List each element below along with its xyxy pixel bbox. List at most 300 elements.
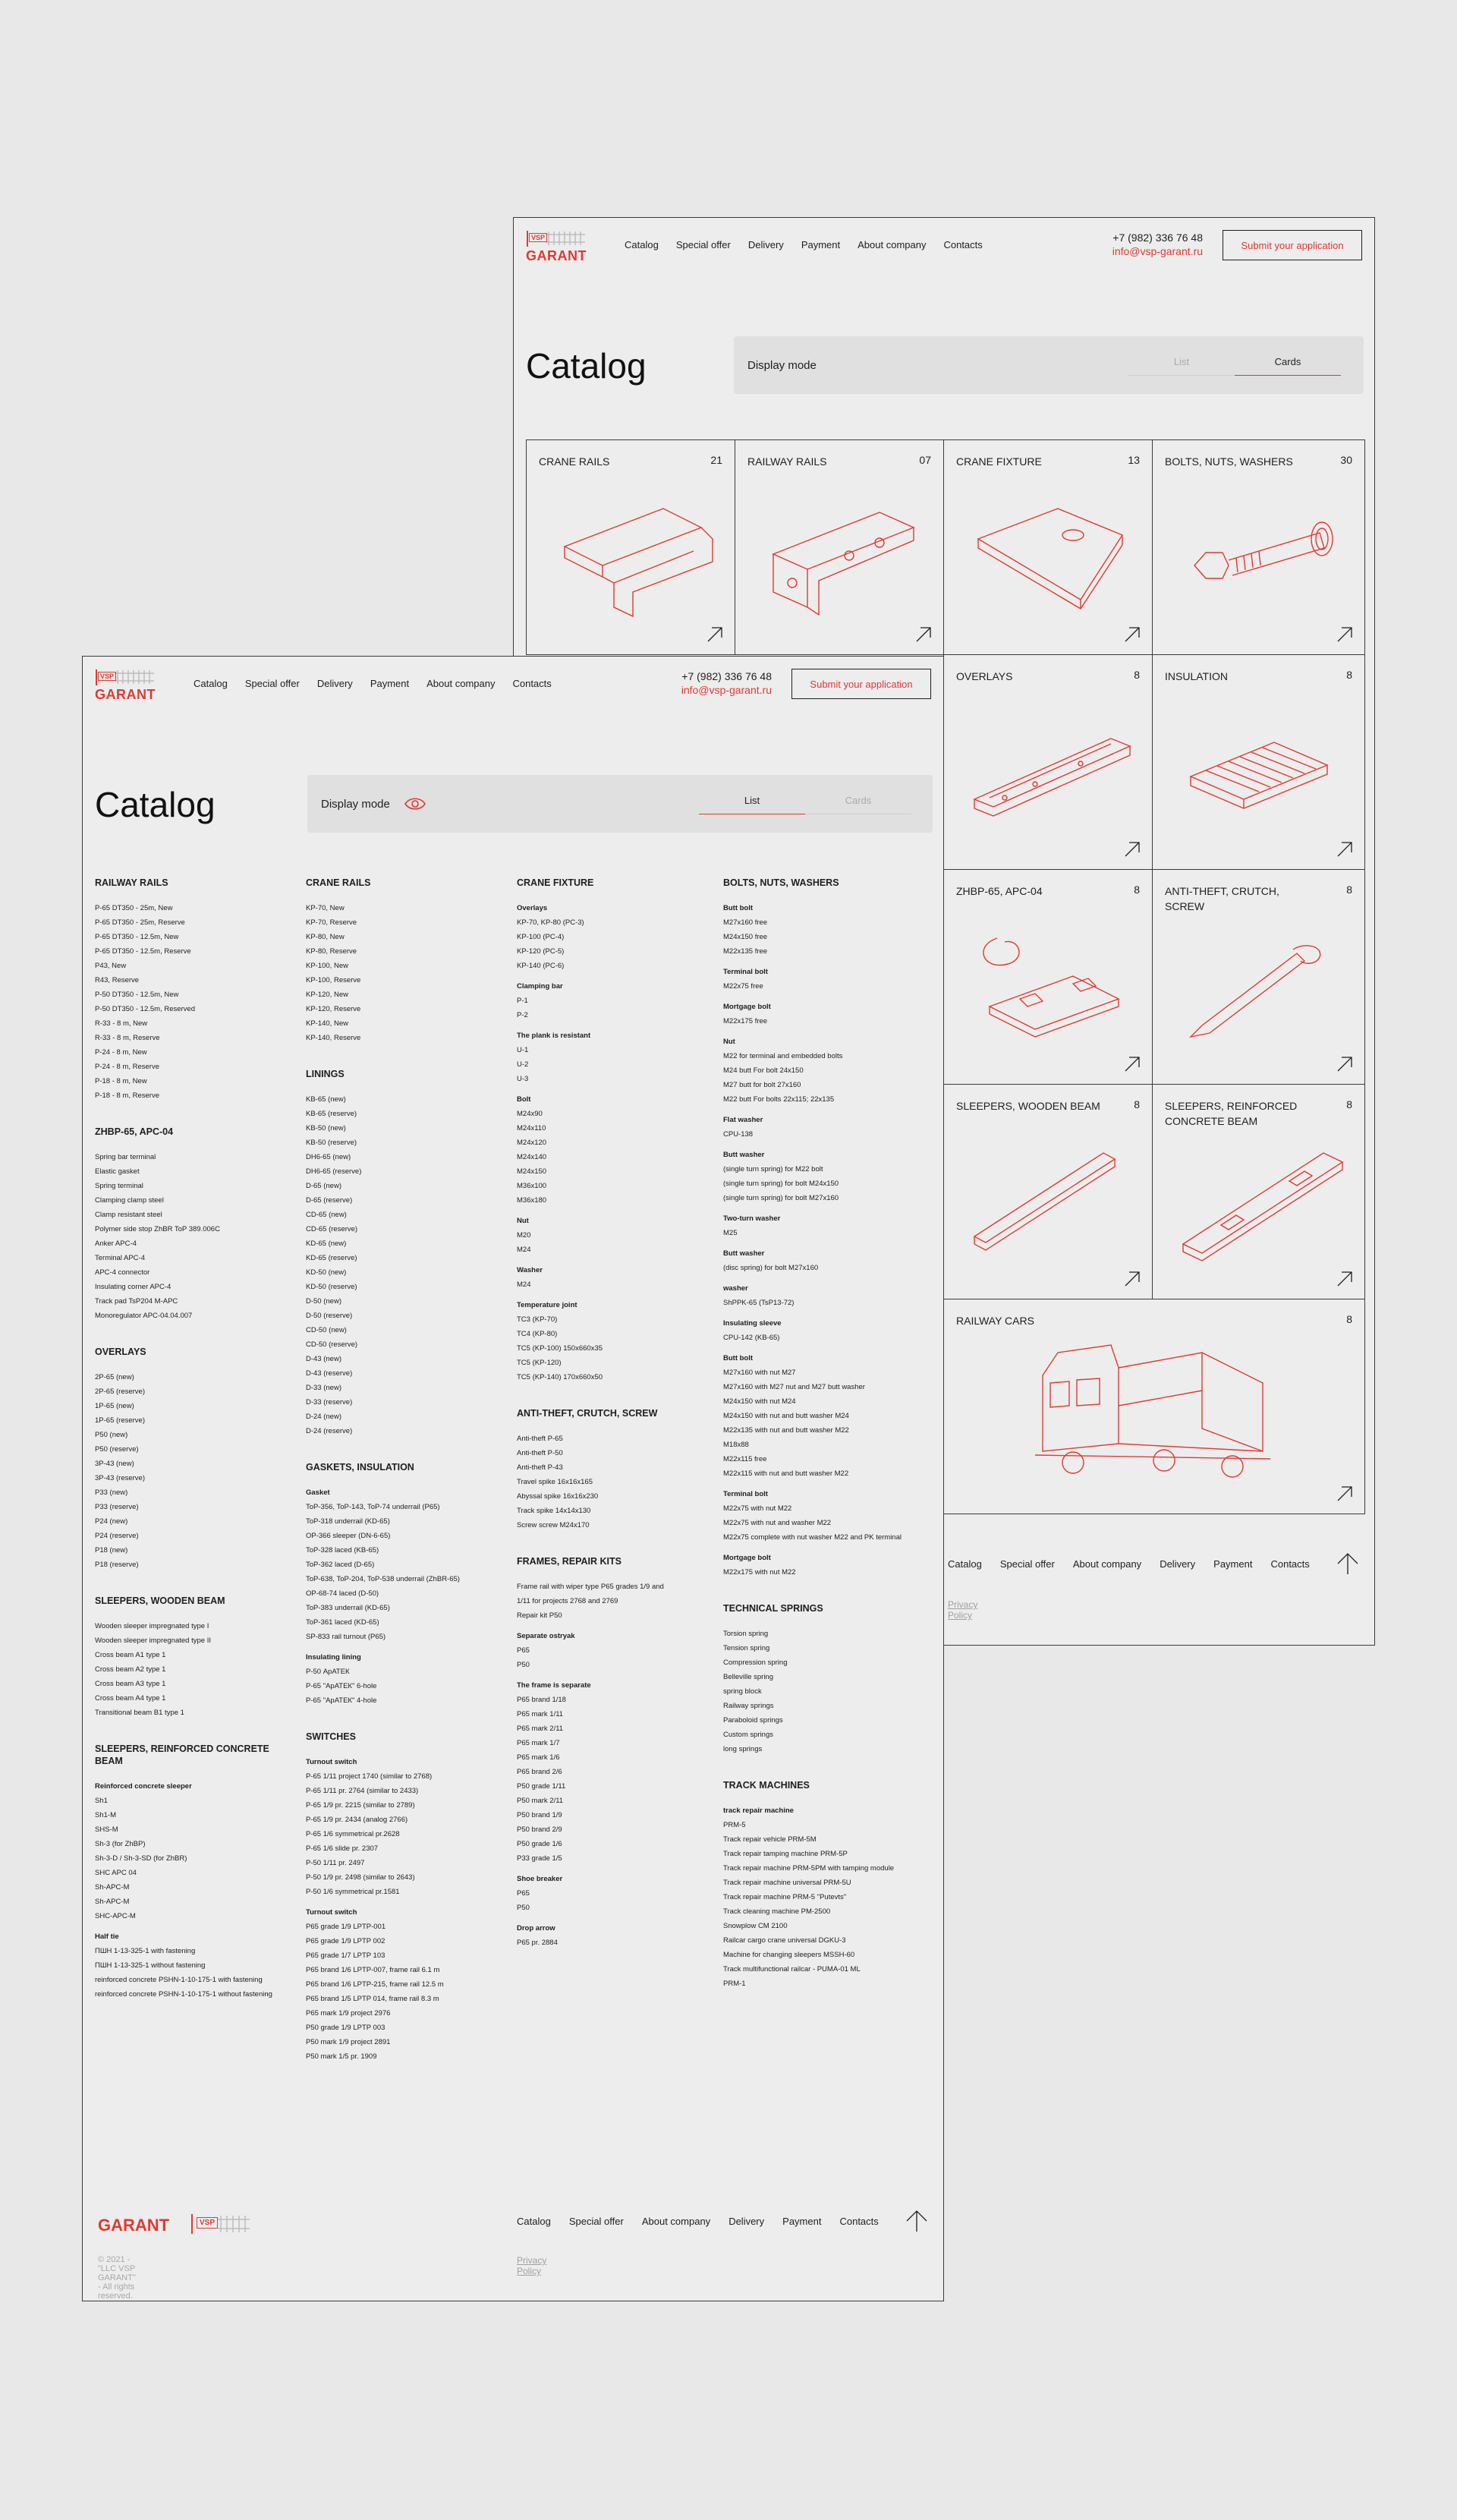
list-item[interactable]: P-65 1/9 pr. 2434 (analog 2766) — [306, 1816, 408, 1824]
list-item[interactable]: ShPPK-65 (TsP13-72) — [723, 1299, 795, 1307]
list-item[interactable]: P-50 1/11 pr. 2497 — [306, 1859, 365, 1867]
list-item[interactable]: P18 (new) — [95, 1546, 128, 1555]
list-item[interactable]: spring block — [723, 1687, 762, 1696]
list-item[interactable]: DH6-65 (reserve) — [306, 1167, 362, 1176]
phone-link[interactable]: +7 (982) 336 76 48 — [681, 670, 772, 682]
list-item[interactable]: P50 (new) — [95, 1431, 128, 1439]
list-item[interactable]: P-2 — [517, 1011, 528, 1019]
list-item[interactable]: Cross beam A3 type 1 — [95, 1680, 166, 1688]
list-item[interactable]: M22x135 free — [723, 947, 768, 956]
list-item[interactable]: P-50 1/6 symmetrical pr.1581 — [306, 1888, 400, 1896]
list-item[interactable]: R43, Reserve — [95, 976, 140, 984]
list-item[interactable]: D-65 (new) — [306, 1182, 341, 1190]
list-item[interactable]: D-33 (new) — [306, 1384, 341, 1392]
list-item[interactable]: M22x115 free — [723, 1455, 767, 1463]
email-link[interactable]: info@vsp-garant.ru — [681, 684, 772, 696]
list-item[interactable]: Sh1 — [95, 1797, 108, 1805]
list-item[interactable]: P65 brand 1/5 LPTP 014, frame rail 8.3 m — [306, 1995, 439, 2003]
list-item[interactable]: P24 (reserve) — [95, 1532, 139, 1540]
section-heading[interactable]: SLEEPERS, REINFORCED CONCRETE BEAM — [95, 1744, 269, 1766]
list-item[interactable]: D-50 (new) — [306, 1297, 341, 1306]
tab-list[interactable]: List — [699, 795, 805, 814]
list-item[interactable]: CD-50 (new) — [306, 1326, 347, 1334]
list-item[interactable]: Machine for changing sleepers MSSH-60 — [723, 1951, 855, 1959]
list-item[interactable]: SP-833 rail turnout (P65) — [306, 1633, 386, 1641]
arrow-up-icon[interactable] — [905, 2210, 928, 2232]
privacy-policy-link[interactable]: Privacy Policy — [517, 2255, 547, 2276]
list-item[interactable]: KD-65 (reserve) — [306, 1254, 357, 1262]
list-item[interactable]: D-33 (reserve) — [306, 1398, 353, 1406]
list-item[interactable]: R-33 - 8 m, New — [95, 1019, 148, 1028]
list-item[interactable]: KB-65 (reserve) — [306, 1110, 357, 1118]
list-item[interactable]: ToP-318 underrail (KD-65) — [306, 1517, 390, 1526]
list-item[interactable]: Anti-theft P-50 — [517, 1449, 563, 1457]
nav-about[interactable]: About company — [858, 239, 927, 250]
card-zhbp[interactable] — [943, 869, 1153, 1085]
nav-payment[interactable]: Payment — [801, 239, 841, 250]
nav-contacts[interactable]: Contacts — [943, 239, 983, 250]
list-item[interactable]: M24x140 — [517, 1153, 547, 1161]
list-item[interactable]: KP-140, Reserve — [306, 1034, 361, 1042]
list-item[interactable]: M24x150 — [517, 1167, 547, 1176]
list-item[interactable]: Anti-theft P-43 — [517, 1463, 563, 1472]
list-item[interactable]: KP-70, Reserve — [306, 918, 357, 927]
list-item[interactable]: P50 brand 1/9 — [517, 1811, 562, 1819]
list-item[interactable]: P65 mark 1/11 — [517, 1710, 564, 1718]
list-item[interactable]: KB-50 (new) — [306, 1124, 346, 1132]
list-item[interactable]: M27x160 free — [723, 918, 768, 927]
list-item[interactable]: Snowplow CM 2100 — [723, 1922, 788, 1930]
list-item[interactable]: ToP-638, ToP-204, ToP-538 underrail (ZhBR-65) — [306, 1575, 460, 1583]
list-item[interactable]: KP-140 (PC-6) — [517, 962, 565, 970]
nav-delivery[interactable]: Delivery — [747, 239, 784, 250]
list-item[interactable]: Sh-APC-M — [95, 1898, 130, 1906]
list-item[interactable]: ПШН 1-13-325-1 without fastening — [95, 1961, 206, 1970]
card-insulation[interactable] — [1152, 654, 1365, 870]
list-item[interactable]: Track cleaning machine PM-2500 — [723, 1907, 831, 1916]
list-item[interactable]: P-50 1/9 pr. 2498 (similar to 2643) — [306, 1873, 415, 1882]
nav-delivery[interactable]: Delivery — [316, 678, 353, 689]
list-item[interactable]: 2P-65 (new) — [95, 1373, 134, 1381]
list-item[interactable]: Sh-APC-M — [95, 1883, 130, 1892]
railway-rail-icon — [758, 493, 925, 622]
nav-contacts[interactable]: Contacts — [512, 678, 552, 689]
list-item[interactable]: P-65 DT350 - 25m, Reserve — [95, 918, 185, 927]
list-item[interactable]: M18x88 — [723, 1441, 749, 1449]
list-item[interactable]: P50 mark 2/11 — [517, 1797, 564, 1805]
list-item[interactable]: P-1 — [517, 997, 528, 1005]
list-item[interactable]: D-50 (reserve) — [306, 1312, 353, 1320]
list-item[interactable]: P-65 DT350 - 25m, New — [95, 904, 173, 912]
list-item[interactable]: M24x120 — [517, 1139, 547, 1147]
list-item[interactable]: Clamping clamp steel — [95, 1196, 164, 1205]
list-item[interactable]: Paraboloid springs — [723, 1716, 783, 1725]
list-item[interactable]: M24x150 free — [723, 933, 768, 941]
list-item[interactable]: M22 butt For bolts 22x115; 22x135 — [723, 1095, 835, 1104]
list-item[interactable]: M36x180 — [517, 1196, 547, 1205]
list-item[interactable]: Custom springs — [723, 1731, 773, 1739]
list-item[interactable]: 3P-43 (new) — [95, 1460, 134, 1468]
list-item[interactable]: P24 (new) — [95, 1517, 128, 1526]
list-item[interactable]: Track repair machine PRM-5 "Putevts" — [723, 1893, 847, 1901]
list-item[interactable]: Track repair tamping machine PRM-5P — [723, 1850, 848, 1858]
section-heading[interactable]: SWITCHES — [306, 1731, 356, 1742]
list-item[interactable]: Track spike 14x14x130 — [517, 1507, 591, 1515]
section-heading[interactable]: GASKETS, INSULATION — [306, 1462, 414, 1473]
section-heading[interactable]: BOLTS, NUTS, WASHERS — [723, 877, 839, 888]
section-heading[interactable]: CRANE FIXTURE — [517, 877, 594, 888]
list-item[interactable]: Transitional beam B1 type 1 — [95, 1709, 184, 1717]
list-item[interactable]: P-65 1/6 slide pr. 2307 — [306, 1844, 379, 1853]
nav-payment[interactable]: Payment — [370, 678, 410, 689]
footer-nav-special-offer[interactable]: Special offer — [999, 1558, 1055, 1570]
footer-nav-delivery[interactable]: Delivery — [1160, 1558, 1196, 1570]
list-item[interactable]: M24x150 with nut and butt washer M24 — [723, 1412, 849, 1420]
list-item[interactable]: P50 brand 2/9 — [517, 1825, 562, 1834]
card-crane-fixture[interactable] — [943, 439, 1153, 655]
list-item[interactable]: Track multifunctional railcar - PUMA-01 ML — [723, 1965, 861, 1973]
list-item[interactable]: reinforced concrete PSHN-1-10-175-1 without fastening — [95, 1990, 272, 1999]
section-heading[interactable]: OVERLAYS — [95, 1347, 146, 1357]
logo[interactable] — [95, 669, 156, 705]
list-item[interactable]: KP-70, New — [306, 904, 345, 912]
list-item[interactable]: M22x75 free — [723, 982, 763, 991]
list-item[interactable]: M27x160 with nut M27 — [723, 1369, 796, 1377]
list-item[interactable]: KP-120 (PC-5) — [517, 947, 565, 956]
list-item[interactable]: P-65 1/9 pr. 2215 (similar to 2789) — [306, 1801, 415, 1810]
list-item[interactable]: CD-65 (new) — [306, 1211, 347, 1219]
list-item[interactable]: D-43 (reserve) — [306, 1369, 353, 1378]
list-item[interactable]: Track repair machine universal PRM-5U — [723, 1879, 851, 1887]
card-crane-rails[interactable] — [526, 439, 735, 655]
list-item[interactable]: APC-4 connector — [95, 1268, 150, 1277]
list-item[interactable]: Sh-3 (for ZhBP) — [95, 1840, 146, 1848]
list-item[interactable]: 2P-65 (reserve) — [95, 1388, 145, 1396]
list-item[interactable]: ToP-362 laced (D-65) — [306, 1561, 375, 1569]
list-item[interactable]: P65 — [517, 1889, 530, 1898]
list-item[interactable]: Insulating corner APC-4 — [95, 1283, 172, 1291]
card-overlays[interactable] — [943, 654, 1153, 870]
list-item[interactable]: SHS-M — [95, 1825, 118, 1834]
list-item[interactable]: P-50 АрАТЕК — [306, 1668, 350, 1676]
section-heading[interactable]: TECHNICAL SPRINGS — [723, 1603, 823, 1614]
list-item[interactable]: P-65 DT350 - 12.5m, New — [95, 933, 179, 941]
list-item[interactable]: KB-50 (reserve) — [306, 1139, 357, 1147]
list-item[interactable]: Compression spring — [723, 1658, 788, 1667]
footer-nav-about[interactable]: About company — [1072, 1558, 1142, 1570]
list-item[interactable]: 1P-65 (new) — [95, 1402, 134, 1410]
nav-special-offer[interactable]: Special offer — [244, 678, 300, 689]
section-heading[interactable]: CRANE RAILS — [306, 877, 371, 888]
list-item[interactable]: P-50 DT350 - 12.5m, Reserved — [95, 1005, 196, 1013]
list-item[interactable]: ToP-328 laced (KB-65) — [306, 1546, 379, 1555]
list-item[interactable]: P50 (reserve) — [95, 1445, 139, 1454]
list-item[interactable]: KP-100, New — [306, 962, 348, 970]
list-item[interactable]: P43, New — [95, 962, 127, 970]
card-bolts[interactable] — [1152, 439, 1365, 655]
tab-list[interactable]: List — [1128, 356, 1235, 376]
card-railway-rails[interactable] — [735, 439, 944, 655]
list-item[interactable]: M22x115 with nut and butt washer M22 — [723, 1469, 849, 1478]
list-item[interactable]: P-24 - 8 m, Reserve — [95, 1063, 159, 1071]
list-item[interactable]: KP-120, New — [306, 991, 348, 999]
nav-catalog[interactable]: Catalog — [194, 678, 228, 689]
list-item[interactable]: P65 pr. 2884 — [517, 1939, 558, 1947]
list-item[interactable]: Monoregulator APC-04.04.007 — [95, 1312, 193, 1320]
list-item[interactable]: M24 butt For bolt 24x150 — [723, 1066, 804, 1075]
list-item[interactable]: KD-65 (new) — [306, 1240, 347, 1248]
list-item[interactable]: P65 mark 1/9 project 2976 — [306, 2009, 391, 2018]
list-item[interactable]: ПШН 1-13-325-1 with fastening — [95, 1947, 196, 1955]
list-item[interactable]: R-33 - 8 m, Reserve — [95, 1034, 160, 1042]
list-item[interactable]: SHC-APC-M — [95, 1912, 136, 1920]
list-item[interactable]: KB-65 (new) — [306, 1095, 346, 1104]
list-item[interactable]: M22 for terminal and embedded bolts — [723, 1052, 843, 1060]
list-item[interactable]: M22x175 with nut M22 — [723, 1568, 796, 1577]
list-item[interactable]: P-65 "АрАТЕК" 6-hole — [306, 1682, 377, 1690]
list-item[interactable]: CPU-142 (KB-65) — [723, 1334, 780, 1342]
list-item[interactable]: M24x150 with nut M24 — [723, 1397, 796, 1406]
list-item[interactable]: TC5 (KP-100) 150x660x35 — [517, 1344, 603, 1353]
list-item[interactable]: 1/11 for projects 2768 and 2769 — [517, 1597, 618, 1605]
list-item[interactable]: Terminal APC-4 — [95, 1254, 145, 1262]
list-item[interactable]: KP-80, New — [306, 933, 345, 941]
list-item[interactable]: KD-50 (reserve) — [306, 1283, 357, 1291]
list-item[interactable]: KP-140, New — [306, 1019, 348, 1028]
list-item[interactable]: P-18 - 8 m, New — [95, 1077, 147, 1085]
list-item[interactable]: P65 — [517, 1646, 530, 1655]
list-item[interactable]: CPU-138 — [723, 1130, 754, 1139]
list-item[interactable]: Anti-theft P-65 — [517, 1435, 563, 1443]
card-wooden-beam[interactable] — [943, 1084, 1153, 1299]
list-item[interactable]: M22x75 with nut M22 — [723, 1504, 792, 1513]
footer-nav-payment[interactable]: Payment — [782, 2216, 822, 2227]
list-item[interactable]: M22x175 free — [723, 1017, 768, 1025]
list-item[interactable]: P-65 "АрАТЕК" 4-hole — [306, 1696, 377, 1705]
list-item[interactable]: (single turn spring) for bolt M27x160 — [723, 1194, 839, 1202]
list-item[interactable]: (single turn spring) for M22 bolt — [723, 1165, 823, 1173]
list-item[interactable]: P50 grade 1/9 LPTP 003 — [306, 2024, 385, 2032]
list-item[interactable]: P-65 1/11 pr. 2764 (similar to 2433) — [306, 1787, 419, 1795]
section-heading[interactable]: ANTI-THEFT, CRUTCH, SCREW — [517, 1408, 658, 1419]
list-item[interactable]: Track repair vehicle PRM-5M — [723, 1835, 817, 1844]
list-item[interactable]: M22x75 with nut and washer M22 — [723, 1519, 832, 1527]
list-item[interactable]: Cross beam A1 type 1 — [95, 1651, 166, 1659]
list-item[interactable]: U-2 — [517, 1060, 529, 1069]
list-item[interactable]: (disc spring) for bolt M27x160 — [723, 1264, 819, 1272]
list-item[interactable]: 1P-65 (reserve) — [95, 1416, 145, 1425]
list-item[interactable]: Spring terminal — [95, 1182, 143, 1190]
submit-application-button[interactable]: Submit your application — [791, 669, 931, 699]
list-item[interactable]: M27 butt for bolt 27x160 — [723, 1081, 801, 1089]
list-item[interactable]: Sh1-M — [95, 1811, 116, 1819]
tab-cards[interactable]: Cards — [1235, 356, 1341, 376]
list-item[interactable]: Wooden sleeper impregnated type I — [95, 1622, 209, 1630]
list-item[interactable]: TC5 (KP-120) — [517, 1359, 562, 1367]
list-item[interactable]: P-18 - 8 m, Reserve — [95, 1091, 159, 1100]
nav-about[interactable]: About company — [426, 678, 496, 689]
section-heading[interactable]: RAILWAY RAILS — [95, 877, 168, 888]
list-item[interactable]: 3P-43 (reserve) — [95, 1474, 145, 1482]
list-item[interactable]: P65 brand 1/6 LPTP-007, frame rail 6.1 m — [306, 1966, 440, 1974]
list-item[interactable]: KP-80, Reserve — [306, 947, 357, 956]
list-item[interactable]: P-50 DT350 - 12.5m, New — [95, 991, 179, 999]
arrow-up-icon[interactable] — [1336, 1552, 1359, 1575]
list-item[interactable]: P50 — [517, 1661, 530, 1669]
subsection-label: Terminal bolt — [723, 1490, 768, 1498]
list-item[interactable]: M24x110 — [517, 1124, 546, 1132]
list-item[interactable]: D-24 (reserve) — [306, 1427, 353, 1435]
list-item[interactable]: P65 grade 1/9 LPTP 002 — [306, 1937, 385, 1945]
section-heading[interactable]: ZHBP-65, APC-04 — [95, 1126, 174, 1137]
list-item[interactable]: TC3 (KP-70) — [517, 1315, 558, 1324]
list-item[interactable]: OP-366 sleeper (DN-6-65) — [306, 1532, 391, 1540]
footer-nav-delivery[interactable]: Delivery — [728, 2216, 765, 2227]
list-item[interactable]: P-24 - 8 m, New — [95, 1048, 147, 1057]
list-item[interactable]: CD-50 (reserve) — [306, 1340, 358, 1349]
list-item[interactable]: Elastic gasket — [95, 1167, 140, 1176]
list-item[interactable]: Cross beam A4 type 1 — [95, 1694, 166, 1703]
list-item[interactable]: Track pad TsP204 M-APC — [95, 1297, 178, 1306]
list-item[interactable]: Frame rail with wiper type P65 grades 1/9 and — [517, 1583, 664, 1591]
list-item[interactable]: P50 mark 1/5 pr. 1909 — [306, 2052, 377, 2061]
list-item[interactable]: Repair kit P50 — [517, 1611, 562, 1620]
list-item[interactable]: Sh-3-D / Sh-3-SD (for ZhBR) — [95, 1854, 187, 1863]
phone-link[interactable]: +7 (982) 336 76 48 — [1112, 232, 1203, 244]
list-item[interactable]: Travel spike 16x16x165 — [517, 1478, 593, 1486]
list-item[interactable]: Clamp resistant steel — [95, 1211, 162, 1219]
list-item[interactable]: P65 grade 1/7 LPTP 103 — [306, 1951, 385, 1960]
subsection-label: Mortgage bolt — [723, 1003, 771, 1011]
list-item[interactable]: P33 (reserve) — [95, 1503, 139, 1511]
subsection-label: The plank is resistant — [517, 1032, 591, 1040]
list-item[interactable]: P-65 1/6 symmetrical pr.2628 — [306, 1830, 400, 1838]
email-link[interactable]: info@vsp-garant.ru — [1112, 245, 1203, 257]
section-heading[interactable]: LININGS — [306, 1069, 345, 1079]
list-item[interactable]: Anker APC-4 — [95, 1240, 137, 1248]
list-item[interactable]: P65 brand 2/6 — [517, 1768, 562, 1776]
footer-nav-contacts[interactable]: Contacts — [1270, 1558, 1310, 1570]
list-item[interactable]: Screw screw M24x170 — [517, 1521, 590, 1529]
subsection-label: Turnout switch — [306, 1908, 357, 1917]
list-item[interactable]: Spring bar terminal — [95, 1153, 156, 1161]
list-item[interactable]: P65 mark 1/7 — [517, 1739, 560, 1747]
list-item[interactable]: reinforced concrete PSHN-1-10-175-1 with fastening — [95, 1976, 263, 1984]
list-item[interactable]: TC4 (KP-80) — [517, 1330, 558, 1338]
list-item[interactable]: ToP-361 laced (KD-65) — [306, 1618, 379, 1627]
list-item[interactable]: P50 mark 1/9 project 2891 — [306, 2038, 391, 2046]
list-item[interactable]: D-24 (new) — [306, 1413, 341, 1421]
list-item[interactable]: DH6-65 (new) — [306, 1153, 351, 1161]
list-item[interactable]: ToP-383 underrail (KD-65) — [306, 1604, 390, 1612]
list-item[interactable]: Torsion spring — [723, 1630, 769, 1638]
list-item[interactable]: P65 grade 1/9 LPTP-001 — [306, 1923, 386, 1931]
list-item[interactable]: M24x90 — [517, 1110, 543, 1118]
list-item[interactable]: Wooden sleeper impregnated type II — [95, 1636, 211, 1645]
tab-cards[interactable]: Cards — [805, 795, 911, 814]
list-item[interactable]: OP-68-74 laced (D-50) — [306, 1589, 379, 1598]
list-item[interactable]: long springs — [723, 1745, 763, 1753]
list-item[interactable]: KP-70, KP-80 (PC-3) — [517, 918, 584, 927]
list-item[interactable]: M25 — [723, 1229, 738, 1237]
list-item[interactable]: P50 grade 1/11 — [517, 1782, 566, 1791]
list-item[interactable]: U-3 — [517, 1075, 529, 1083]
list-item[interactable]: M24 — [517, 1280, 531, 1289]
logo[interactable] — [526, 230, 587, 266]
list-item[interactable]: P33 grade 1/5 — [517, 1854, 562, 1863]
footer-nav-payment[interactable]: Payment — [1213, 1558, 1253, 1570]
list-item[interactable]: TC5 (KP-140) 170x660x50 — [517, 1373, 603, 1381]
list-item[interactable]: ToP-356, ToP-143, ToP-74 underrail (P65) — [306, 1503, 440, 1511]
list-item[interactable]: M36x100 — [517, 1182, 547, 1190]
list-item[interactable]: M20 — [517, 1231, 531, 1240]
list-item[interactable]: PRM-5 — [723, 1821, 746, 1829]
section-heading[interactable]: SLEEPERS, WOODEN BEAM — [95, 1595, 225, 1606]
footer-nav-special-offer[interactable]: Special offer — [568, 2216, 624, 2227]
card-anti-theft[interactable] — [1152, 869, 1365, 1085]
list-item[interactable]: M22x75 complete with nut washer M22 and PK terminal — [723, 1533, 902, 1542]
list-item[interactable]: P33 (new) — [95, 1488, 128, 1497]
list-item[interactable]: P50 — [517, 1904, 530, 1912]
list-item[interactable]: KP-120, Reserve — [306, 1005, 361, 1013]
list-item[interactable]: P50 grade 1/6 — [517, 1840, 562, 1848]
footer-nav-about[interactable]: About company — [641, 2216, 711, 2227]
list-item[interactable]: Tension spring — [723, 1644, 770, 1652]
list-item[interactable]: M27x160 with M27 nut and M27 butt washer — [723, 1383, 865, 1391]
list-item[interactable]: Track repair machine PRM-5PM with tamping module — [723, 1864, 895, 1873]
list-item[interactable]: KD-50 (new) — [306, 1268, 347, 1277]
privacy-policy-link[interactable]: Privacy Policy — [948, 1599, 978, 1621]
section-heading[interactable]: TRACK MACHINES — [723, 1780, 810, 1791]
list-item[interactable]: Cross beam A2 type 1 — [95, 1665, 166, 1674]
list-item[interactable]: PRM-1 — [723, 1980, 746, 1988]
submit-application-button[interactable]: Submit your application — [1223, 230, 1362, 260]
list-item[interactable]: D-65 (reserve) — [306, 1196, 353, 1205]
list-item[interactable]: Polymer side stop ZhBR ToP 389.006C — [95, 1225, 220, 1233]
list-item[interactable]: M22x135 with nut and butt washer M22 — [723, 1426, 849, 1435]
section-heading[interactable]: FRAMES, REPAIR KITS — [517, 1556, 622, 1567]
list-item[interactable]: M24 — [517, 1246, 531, 1254]
list-item[interactable]: U-1 — [517, 1046, 529, 1054]
footer-nav-catalog[interactable]: Catalog — [948, 1558, 982, 1570]
list-item[interactable]: KP-100, Reserve — [306, 976, 361, 984]
footer-nav-catalog[interactable]: Catalog — [517, 2216, 551, 2227]
list-item[interactable]: Railcar cargo crane universal DGKU-3 — [723, 1936, 846, 1945]
list-item[interactable]: P-65 DT350 - 12.5m, Reserve — [95, 947, 191, 956]
list-item[interactable]: CD-65 (reserve) — [306, 1225, 358, 1233]
list-item[interactable]: P65 brand 1/6 LPTP-215, frame rail 12.5 m — [306, 1980, 444, 1989]
card-railway-cars[interactable] — [943, 1299, 1365, 1514]
subsection-label: Shoe breaker — [517, 1875, 563, 1883]
list-item[interactable]: P-65 1/11 project 1740 (similar to 2768) — [306, 1772, 433, 1781]
list-item[interactable]: KP-100 (PC-4) — [517, 933, 565, 941]
nav-special-offer[interactable]: Special offer — [675, 239, 731, 250]
list-item[interactable]: P65 mark 1/6 — [517, 1753, 560, 1762]
list-item[interactable]: P65 brand 1/18 — [517, 1696, 566, 1704]
footer-logo[interactable] — [98, 2213, 250, 2237]
footer-nav-contacts[interactable]: Contacts — [839, 2216, 879, 2227]
list-item[interactable]: P65 mark 2/11 — [517, 1725, 564, 1733]
list-item[interactable]: SHC APC 04 — [95, 1869, 137, 1877]
list-item[interactable]: (single turn spring) for bolt M24x150 — [723, 1180, 839, 1188]
list-item[interactable]: Railway springs — [723, 1702, 774, 1710]
list-item[interactable]: P18 (reserve) — [95, 1561, 139, 1569]
card-concrete-sleeper[interactable] — [1152, 1084, 1365, 1299]
nav-catalog[interactable]: Catalog — [625, 239, 659, 250]
list-item[interactable]: Belleville spring — [723, 1673, 774, 1681]
list-item[interactable]: D-43 (new) — [306, 1355, 341, 1363]
list-item[interactable]: Abyssal spike 16x16x230 — [517, 1492, 599, 1501]
